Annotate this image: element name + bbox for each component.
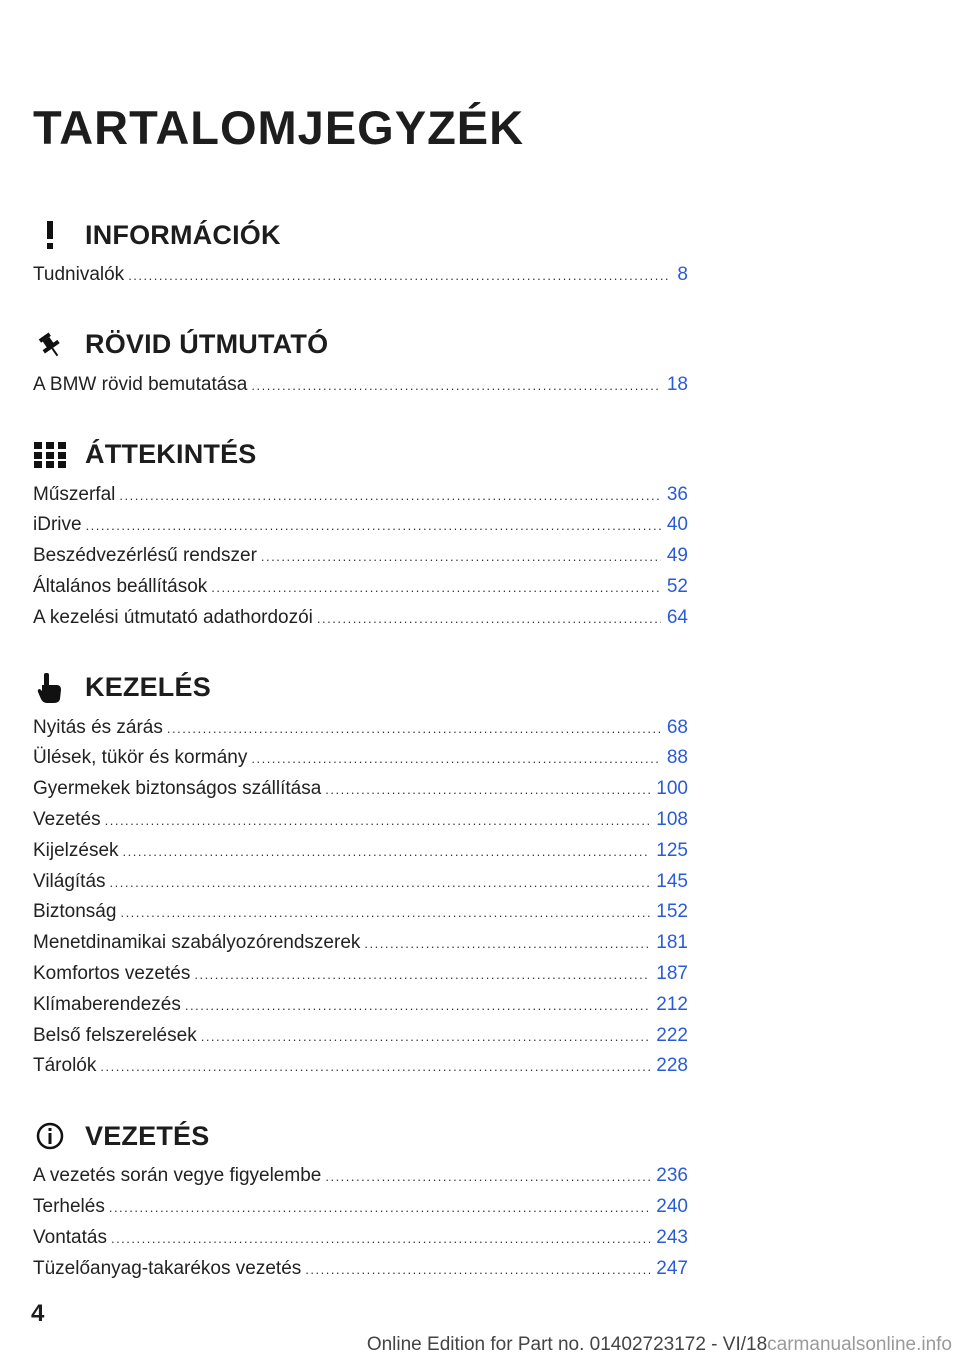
toc-entry-label: Tudnivalók	[33, 264, 125, 285]
toc-page-link[interactable]: 152	[656, 901, 688, 923]
toc-entry[interactable]	[33, 370, 688, 401]
toc-page-link[interactable]: 181	[656, 932, 688, 954]
toc-entry[interactable]	[33, 1223, 688, 1254]
dot-leader	[167, 714, 661, 745]
toc-page-link[interactable]: 108	[656, 808, 688, 830]
footer	[367, 1334, 952, 1356]
dot-leader	[185, 991, 650, 1022]
toc-page-link[interactable]: 228	[656, 1055, 688, 1077]
toc-entry[interactable]	[33, 1051, 688, 1082]
toc-page-link[interactable]: 18	[666, 373, 688, 395]
dot-leader	[251, 744, 661, 775]
toc-page-link[interactable]: 64	[666, 606, 688, 628]
dot-leader	[109, 1193, 650, 1224]
toc-entry-label: Kijelzések	[33, 839, 119, 861]
toc-page-link[interactable]: 88	[666, 747, 688, 769]
dot-leader	[305, 1255, 650, 1286]
toc-section	[33, 432, 688, 634]
toc-entry-label: Tüzelőanyag-takarékos vezetés	[33, 1257, 302, 1279]
toc-entry[interactable]	[33, 510, 688, 541]
toc-entry-label: Gyermekek biztonságos szállítása	[33, 778, 322, 800]
toc-entry-label: Tárolók	[33, 1055, 97, 1077]
toc-page-link[interactable]: 222	[656, 1024, 688, 1046]
dot-leader	[111, 1224, 650, 1255]
toc-page-link[interactable]: 100	[656, 778, 688, 800]
toc-entry[interactable]	[33, 867, 688, 898]
toc-entry[interactable]	[33, 774, 688, 805]
toc-entry[interactable]	[33, 1161, 688, 1192]
dot-leader	[364, 929, 650, 960]
section-heading	[33, 432, 688, 478]
page-title: TARTALOMJEGYZÉK	[33, 101, 525, 154]
toc-entry-label: iDrive	[33, 514, 82, 536]
toc-entry-label: Biztonság	[33, 901, 117, 923]
section-heading	[33, 212, 688, 258]
toc-page-link[interactable]: 125	[656, 839, 688, 861]
toc-entry[interactable]	[33, 480, 688, 511]
toc-section	[33, 212, 688, 291]
toc-entry-label: Műszerfal	[33, 483, 116, 505]
toc-entry-label: Vezetés	[33, 808, 101, 830]
dot-leader	[325, 775, 650, 806]
toc-entry[interactable]	[33, 603, 688, 634]
toc-section	[33, 665, 688, 1083]
grid-icon	[33, 440, 67, 470]
toc-page-link[interactable]: 52	[666, 575, 688, 597]
toc-entry[interactable]	[33, 713, 688, 744]
page-number: 4	[31, 1300, 45, 1327]
toc-entry-label: Ülések, tükör és kormány	[33, 747, 248, 769]
toc-entry[interactable]	[33, 805, 688, 836]
exclamation-icon	[33, 220, 67, 250]
section-title: KEZELÉS	[85, 672, 211, 703]
dot-leader	[100, 1052, 650, 1083]
toc-entry[interactable]	[33, 836, 688, 867]
section-title: INFORMÁCIÓK	[85, 219, 281, 250]
toc-entry-label: Általános beállítások	[33, 575, 208, 597]
toc-page-link[interactable]: 49	[666, 545, 688, 567]
toc-entry[interactable]	[33, 1021, 688, 1052]
toc-entry-label: Nyitás és zárás	[33, 716, 163, 738]
toc-page-link[interactable]: 145	[656, 870, 688, 892]
hand-pointer-icon	[33, 673, 67, 703]
footer-edition: Online Edition for Part no. 01402723172 - VI/18	[366, 1334, 768, 1355]
dot-leader	[119, 481, 661, 512]
toc-entry-label: A vezetés során vegye figyelembe	[33, 1165, 322, 1187]
info-circle-icon	[33, 1121, 67, 1151]
toc-entry[interactable]	[33, 990, 688, 1021]
section-heading	[33, 322, 688, 368]
toc-entry[interactable]	[33, 260, 688, 291]
toc-entry-label: Beszédvezérlésű rendszer	[33, 545, 257, 567]
toc-page-link[interactable]: 36	[666, 483, 688, 505]
section-title: ÁTTEKINTÉS	[85, 439, 257, 470]
toc-page-link[interactable]: 243	[656, 1226, 688, 1248]
toc-page-link[interactable]: 247	[656, 1257, 688, 1279]
toc-entry-label: Belső felszerelések	[33, 1024, 197, 1046]
dot-leader	[120, 898, 650, 929]
toc-entry[interactable]	[33, 743, 688, 774]
toc-page-link[interactable]: 8	[677, 264, 688, 285]
toc-entry[interactable]	[33, 1254, 688, 1285]
dot-leader	[317, 604, 661, 635]
toc-entry[interactable]	[33, 959, 688, 990]
toc-page-link[interactable]: 40	[666, 514, 688, 536]
toc-entry[interactable]	[33, 572, 688, 603]
toc-entry-label: Komfortos vezetés	[33, 962, 191, 984]
dot-leader	[194, 960, 650, 991]
dot-leader	[110, 868, 651, 899]
section-heading	[33, 1113, 688, 1159]
toc-page-link[interactable]: 236	[656, 1165, 688, 1187]
toc-section	[33, 322, 688, 401]
dot-leader	[123, 837, 651, 868]
footer-brand: carmanualsonline.info	[767, 1334, 952, 1355]
toc-entry[interactable]	[33, 928, 688, 959]
toc-entry-label: Terhelés	[33, 1195, 105, 1217]
dot-leader	[325, 1162, 650, 1193]
dot-leader	[201, 1022, 651, 1053]
toc-page-link[interactable]: 212	[656, 993, 688, 1015]
toc-entry-label: Klímaberendezés	[33, 993, 181, 1015]
dot-leader	[86, 511, 661, 542]
toc-entry-label: Menetdinamikai szabályozórendszerek	[33, 932, 361, 954]
table-of-contents	[33, 212, 688, 1315]
dot-leader	[251, 371, 660, 402]
pushpin-icon	[33, 330, 67, 360]
dot-leader	[105, 806, 651, 837]
section-heading	[33, 665, 688, 711]
dot-leader	[128, 261, 671, 292]
toc-page-link[interactable]: 68	[666, 716, 688, 738]
toc-entry-label: A BMW rövid bemutatása	[33, 373, 248, 395]
toc-entry-label: A kezelési útmutató adathordozói	[33, 606, 313, 628]
toc-entry[interactable]	[33, 541, 688, 572]
toc-page-link[interactable]: 187	[656, 962, 688, 984]
toc-entry-label: Világítás	[33, 870, 106, 892]
toc-entry[interactable]	[33, 897, 688, 928]
toc-page-link[interactable]: 240	[656, 1195, 688, 1217]
section-title: VEZETÉS	[85, 1120, 210, 1151]
toc-entry-label: Vontatás	[33, 1226, 107, 1248]
toc-section	[33, 1113, 688, 1284]
toc-entry[interactable]	[33, 1192, 688, 1223]
dot-leader	[261, 542, 661, 573]
section-title: RÖVID ÚTMUTATÓ	[85, 329, 329, 360]
dot-leader	[211, 573, 661, 604]
